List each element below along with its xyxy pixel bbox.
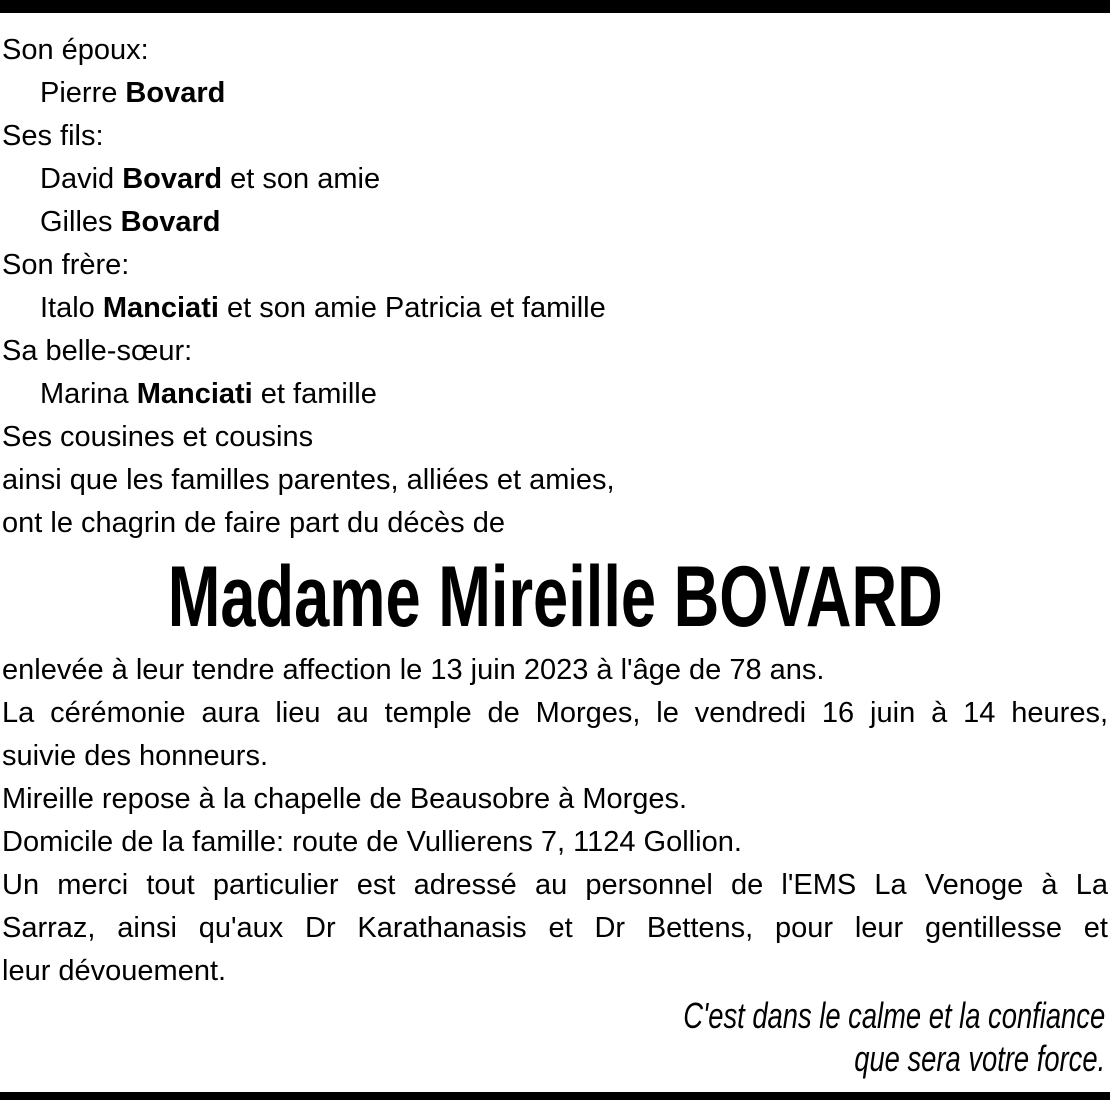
family-text: Marina (40, 378, 137, 410)
announcement-line: Sarraz, ainsi qu'aux Dr Karathanasis et Dr Bettens, pour leur gentillesse et (2, 912, 1108, 944)
family-line (2, 416, 1108, 459)
family-text: Son frère: (2, 249, 130, 281)
announcement-line: La cérémonie aura lieu au temple de Morges, le vendredi 16 juin à 14 heures, (2, 697, 1108, 729)
announcement-line: Mireille repose à la chapelle de Beausobre à Morges. (2, 783, 688, 815)
family-text: Sa belle-sœur: (2, 335, 193, 367)
family-line (2, 459, 1108, 502)
closing-line-text: C'est dans le calme et la confiance (683, 995, 1105, 1036)
family-line (2, 29, 1108, 72)
closing-line-text: que sera votre force. (854, 1038, 1105, 1079)
family-text: David (40, 163, 123, 195)
family-line (2, 287, 1108, 330)
closing-line (2, 994, 1105, 1037)
family-text: Gilles (40, 206, 121, 238)
family-text: Pierre (40, 77, 126, 109)
family-text: ont le chagrin de faire part du décès de (2, 507, 505, 539)
announcement-line: Un merci tout particulier est adressé au personnel de l'EMS La Venoge à La (2, 869, 1108, 901)
top-border-rule (0, 0, 1110, 13)
family-surname: Bovard (125, 77, 226, 109)
family-text: et famille (252, 378, 377, 410)
announcement-line: enlevée à leur tendre affection le 13 juin 2023 à l'âge de 78 ans. (2, 654, 825, 686)
family-section (2, 29, 1108, 545)
family-surname: Manciati (136, 378, 253, 410)
family-line (2, 72, 1108, 115)
family-line (2, 330, 1108, 373)
announcement-section (2, 649, 1108, 993)
family-surname: Bovard (120, 206, 221, 238)
deceased-name-text: Madame Mireille BOVARD (167, 549, 943, 645)
deceased-name-title (0, 549, 1110, 645)
family-text: et son amie Patricia et famille (218, 292, 606, 324)
family-line (2, 244, 1108, 287)
announcement-line: suivie des honneurs. (2, 740, 268, 772)
family-text: Son époux: (2, 34, 149, 66)
family-text: et son amie (222, 163, 381, 195)
family-text: Ses fils: (2, 120, 104, 152)
family-surname: Bovard (122, 163, 223, 195)
bottom-border-rule (0, 1092, 1110, 1100)
family-surname: Manciati (102, 292, 219, 324)
family-text: Italo (40, 292, 103, 324)
family-line (2, 201, 1108, 244)
closing-quote (2, 994, 1105, 1080)
closing-line (2, 1037, 1105, 1080)
announcement-line: leur dévouement. (2, 955, 227, 987)
announcement-line: Domicile de la famille: route de Vullierens 7, 1124 Gollion. (2, 826, 742, 858)
family-line (2, 158, 1108, 201)
family-text: Ses cousines et cousins (2, 421, 314, 453)
family-line (2, 373, 1108, 416)
family-line (2, 115, 1108, 158)
family-text: ainsi que les familles parentes, alliées et amies, (2, 464, 615, 496)
family-line (2, 502, 1108, 545)
